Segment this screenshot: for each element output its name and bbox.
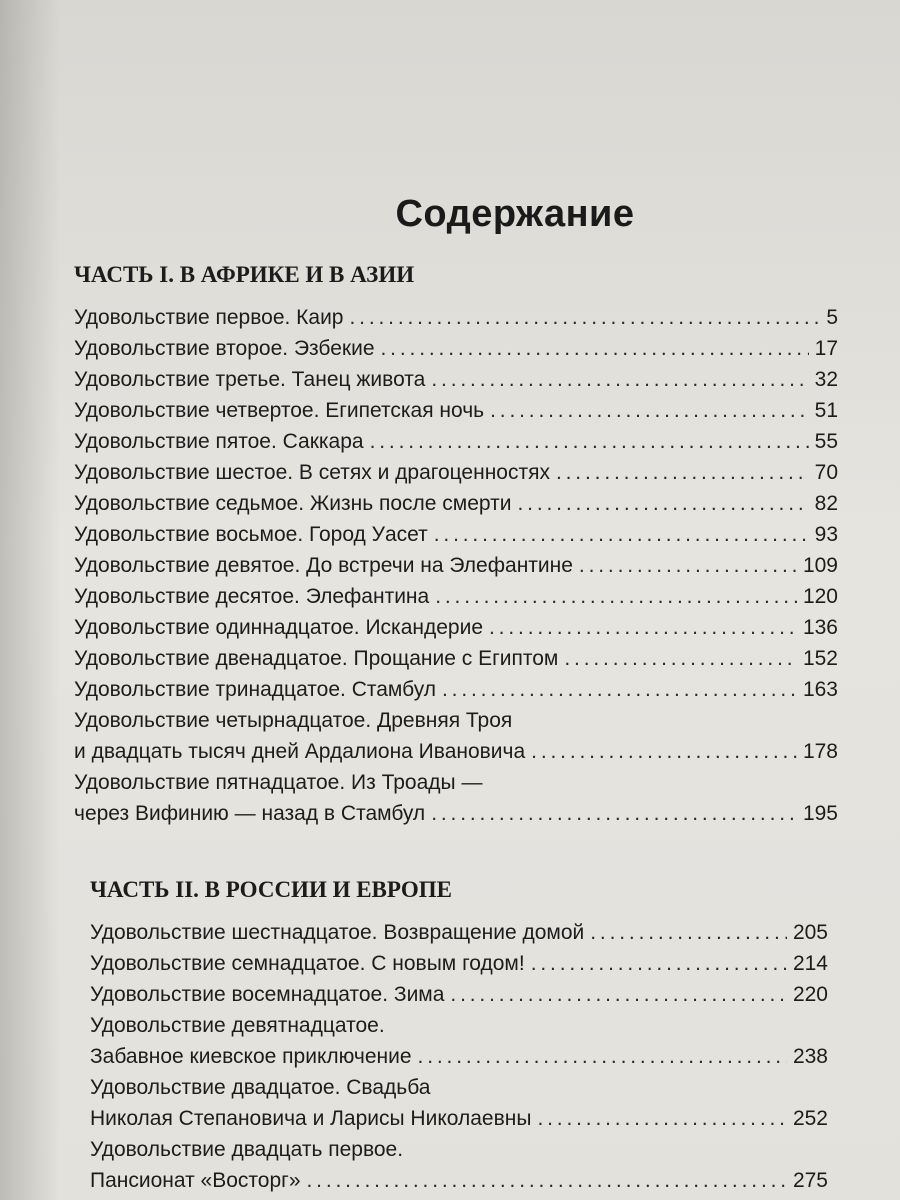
part-one bbox=[0, 262, 900, 829]
toc-entry bbox=[74, 488, 838, 519]
toc-entry-row bbox=[90, 1041, 828, 1072]
dot-leader bbox=[517, 488, 808, 519]
toc-entry-row bbox=[74, 674, 838, 705]
dot-leader bbox=[435, 581, 797, 612]
toc-entry bbox=[74, 674, 838, 705]
dot-leader bbox=[490, 395, 809, 426]
toc-entry-title-line: Удовольствие двадцать первое. bbox=[90, 1138, 404, 1161]
toc-entry-label: через Вифинию — назад в Стамбул bbox=[74, 802, 426, 825]
part-heading: ЧАСТЬ I. В АФРИКЕ И В АЗИИ bbox=[74, 262, 415, 287]
toc-entry-row bbox=[74, 457, 838, 488]
toc-entry bbox=[74, 364, 838, 395]
dot-leader bbox=[590, 917, 787, 948]
dot-leader bbox=[381, 333, 809, 364]
toc-entry-label: Удовольствие седьмое. Жизнь после смерти bbox=[74, 492, 512, 515]
toc-entry-row bbox=[74, 395, 838, 426]
dot-leader bbox=[434, 519, 809, 550]
toc-entry-title-line: Удовольствие двадцатое. Свадьба bbox=[90, 1076, 431, 1099]
toc-entry-row bbox=[74, 333, 838, 364]
toc-page-number: 178 bbox=[802, 740, 838, 763]
dot-leader bbox=[564, 643, 797, 674]
toc-entry-row bbox=[74, 519, 838, 550]
toc-entry bbox=[90, 979, 828, 1010]
toc-entry-label: и двадцать тысяч дней Ардалиона Ивановича bbox=[74, 740, 526, 763]
toc-page-number: 205 bbox=[792, 921, 828, 944]
dot-leader bbox=[531, 948, 787, 979]
toc-entry-label: Забавное киевское приключение bbox=[90, 1045, 412, 1068]
toc-entry bbox=[74, 426, 838, 457]
toc-entry bbox=[74, 643, 838, 674]
toc-entry-row bbox=[90, 917, 828, 948]
toc-entry bbox=[74, 705, 838, 767]
toc-entry-label: Удовольствие пятое. Саккара bbox=[74, 430, 364, 453]
toc-entry-label: Удовольствие второе. Эзбекие bbox=[74, 337, 375, 360]
toc-page-number: 195 bbox=[802, 802, 838, 825]
toc-entry bbox=[74, 519, 838, 550]
toc-page-number: 136 bbox=[802, 616, 838, 639]
toc-entry-label: Пансионат «Восторг» bbox=[90, 1169, 301, 1192]
toc-entry-label: Николая Степановича и Ларисы Николаевны bbox=[90, 1107, 532, 1130]
toc-entry bbox=[74, 767, 838, 829]
dot-leader bbox=[531, 736, 797, 767]
toc-entry-title-line: Удовольствие девятнадцатое. bbox=[90, 1014, 385, 1037]
toc-entry-row bbox=[90, 1103, 828, 1134]
toc-page-number: 275 bbox=[792, 1169, 828, 1192]
toc-entry-title-line: Удовольствие пятнадцатое. Из Троады — bbox=[74, 771, 483, 794]
page-title: Содержание bbox=[395, 193, 635, 236]
toc-entry-row bbox=[74, 426, 838, 457]
toc-page-number: 51 bbox=[814, 399, 838, 422]
toc-entry-row bbox=[74, 364, 838, 395]
toc-list bbox=[74, 302, 838, 829]
toc-entry-label: Удовольствие семнадцатое. С новым годом! bbox=[90, 952, 525, 975]
dot-leader bbox=[489, 612, 797, 643]
toc-page-number: 252 bbox=[792, 1107, 828, 1130]
toc-entry-row bbox=[74, 581, 838, 612]
toc-entry bbox=[74, 302, 838, 333]
toc-entry-label: Удовольствие четвертое. Египетская ночь bbox=[74, 399, 485, 422]
toc-page-number: 163 bbox=[802, 678, 838, 701]
dot-leader bbox=[579, 550, 797, 581]
toc-page-number: 152 bbox=[802, 647, 838, 670]
toc-entry bbox=[90, 1010, 828, 1072]
toc-entry bbox=[90, 948, 828, 979]
toc-entry bbox=[74, 395, 838, 426]
part-heading: ЧАСТЬ II. В РОССИИ И ЕВРОПЕ bbox=[90, 877, 452, 902]
toc-entry-label: Удовольствие третье. Танец живота bbox=[74, 368, 426, 391]
toc-page-number: 93 bbox=[814, 523, 838, 546]
toc-page-number: 17 bbox=[814, 337, 838, 360]
dot-leader bbox=[431, 798, 797, 829]
toc-entry-label: Удовольствие первое. Каир bbox=[74, 306, 344, 329]
toc-entry-row bbox=[74, 612, 838, 643]
toc-entry-row bbox=[74, 643, 838, 674]
toc-page-number: 5 bbox=[826, 306, 838, 329]
toc-entry-label: Удовольствие десятое. Элефантина bbox=[74, 585, 430, 608]
toc-page-number: 32 bbox=[814, 368, 838, 391]
dot-leader bbox=[556, 457, 809, 488]
toc-page-number: 238 bbox=[792, 1045, 828, 1068]
toc-entry bbox=[74, 581, 838, 612]
toc-entry-row bbox=[74, 550, 838, 581]
dot-leader bbox=[442, 674, 797, 705]
toc-entry bbox=[90, 1134, 828, 1196]
toc-entry-row bbox=[74, 302, 838, 333]
toc-list bbox=[90, 917, 828, 1196]
toc-page-number: 82 bbox=[814, 492, 838, 515]
toc-page-number: 220 bbox=[792, 983, 828, 1006]
toc-entry-label: Удовольствие тринадцатое. Стамбул bbox=[74, 678, 436, 701]
toc-entry-label: Удовольствие восьмое. Город Уасет bbox=[74, 523, 428, 546]
toc-entry-label: Удовольствие шестое. В сетях и драгоценностях bbox=[74, 461, 550, 484]
toc-entry-label: Удовольствие шестнадцатое. Возвращение домой bbox=[90, 921, 585, 944]
toc-entry-row bbox=[90, 1165, 828, 1196]
toc-entry-row bbox=[90, 979, 828, 1010]
toc-page-number: 109 bbox=[802, 554, 838, 577]
dot-leader bbox=[370, 426, 809, 457]
dot-leader bbox=[418, 1041, 787, 1072]
toc-entry-row bbox=[90, 948, 828, 979]
toc-entry bbox=[74, 333, 838, 364]
toc-entry-label: Удовольствие девятое. До встречи на Элефантине bbox=[74, 554, 573, 577]
toc-entry-label: Удовольствие одиннадцатое. Искандерие bbox=[74, 616, 484, 639]
toc-entry bbox=[74, 457, 838, 488]
toc-entry-title-line: Удовольствие четырнадцатое. Древняя Троя bbox=[74, 709, 513, 732]
dot-leader bbox=[431, 364, 808, 395]
toc-entry bbox=[90, 917, 828, 948]
toc-entry-label: Удовольствие двенадцатое. Прощание с Египтом bbox=[74, 647, 559, 670]
toc-page-number: 70 bbox=[814, 461, 838, 484]
toc-entry bbox=[90, 1072, 828, 1134]
toc-page-number: 55 bbox=[814, 430, 838, 453]
toc-entry-row bbox=[74, 798, 838, 829]
part-two bbox=[0, 877, 900, 1196]
toc-page-number: 120 bbox=[802, 585, 838, 608]
toc-entry-row bbox=[74, 736, 838, 767]
toc-page-number: 214 bbox=[792, 952, 828, 975]
toc-entry-label: Удовольствие восемнадцатое. Зима bbox=[90, 983, 445, 1006]
dot-leader bbox=[450, 979, 787, 1010]
toc-entry-row bbox=[74, 488, 838, 519]
toc-entry bbox=[74, 612, 838, 643]
dot-leader bbox=[537, 1103, 787, 1134]
dot-leader bbox=[307, 1165, 787, 1196]
toc-entry bbox=[74, 550, 838, 581]
dot-leader bbox=[349, 302, 820, 333]
